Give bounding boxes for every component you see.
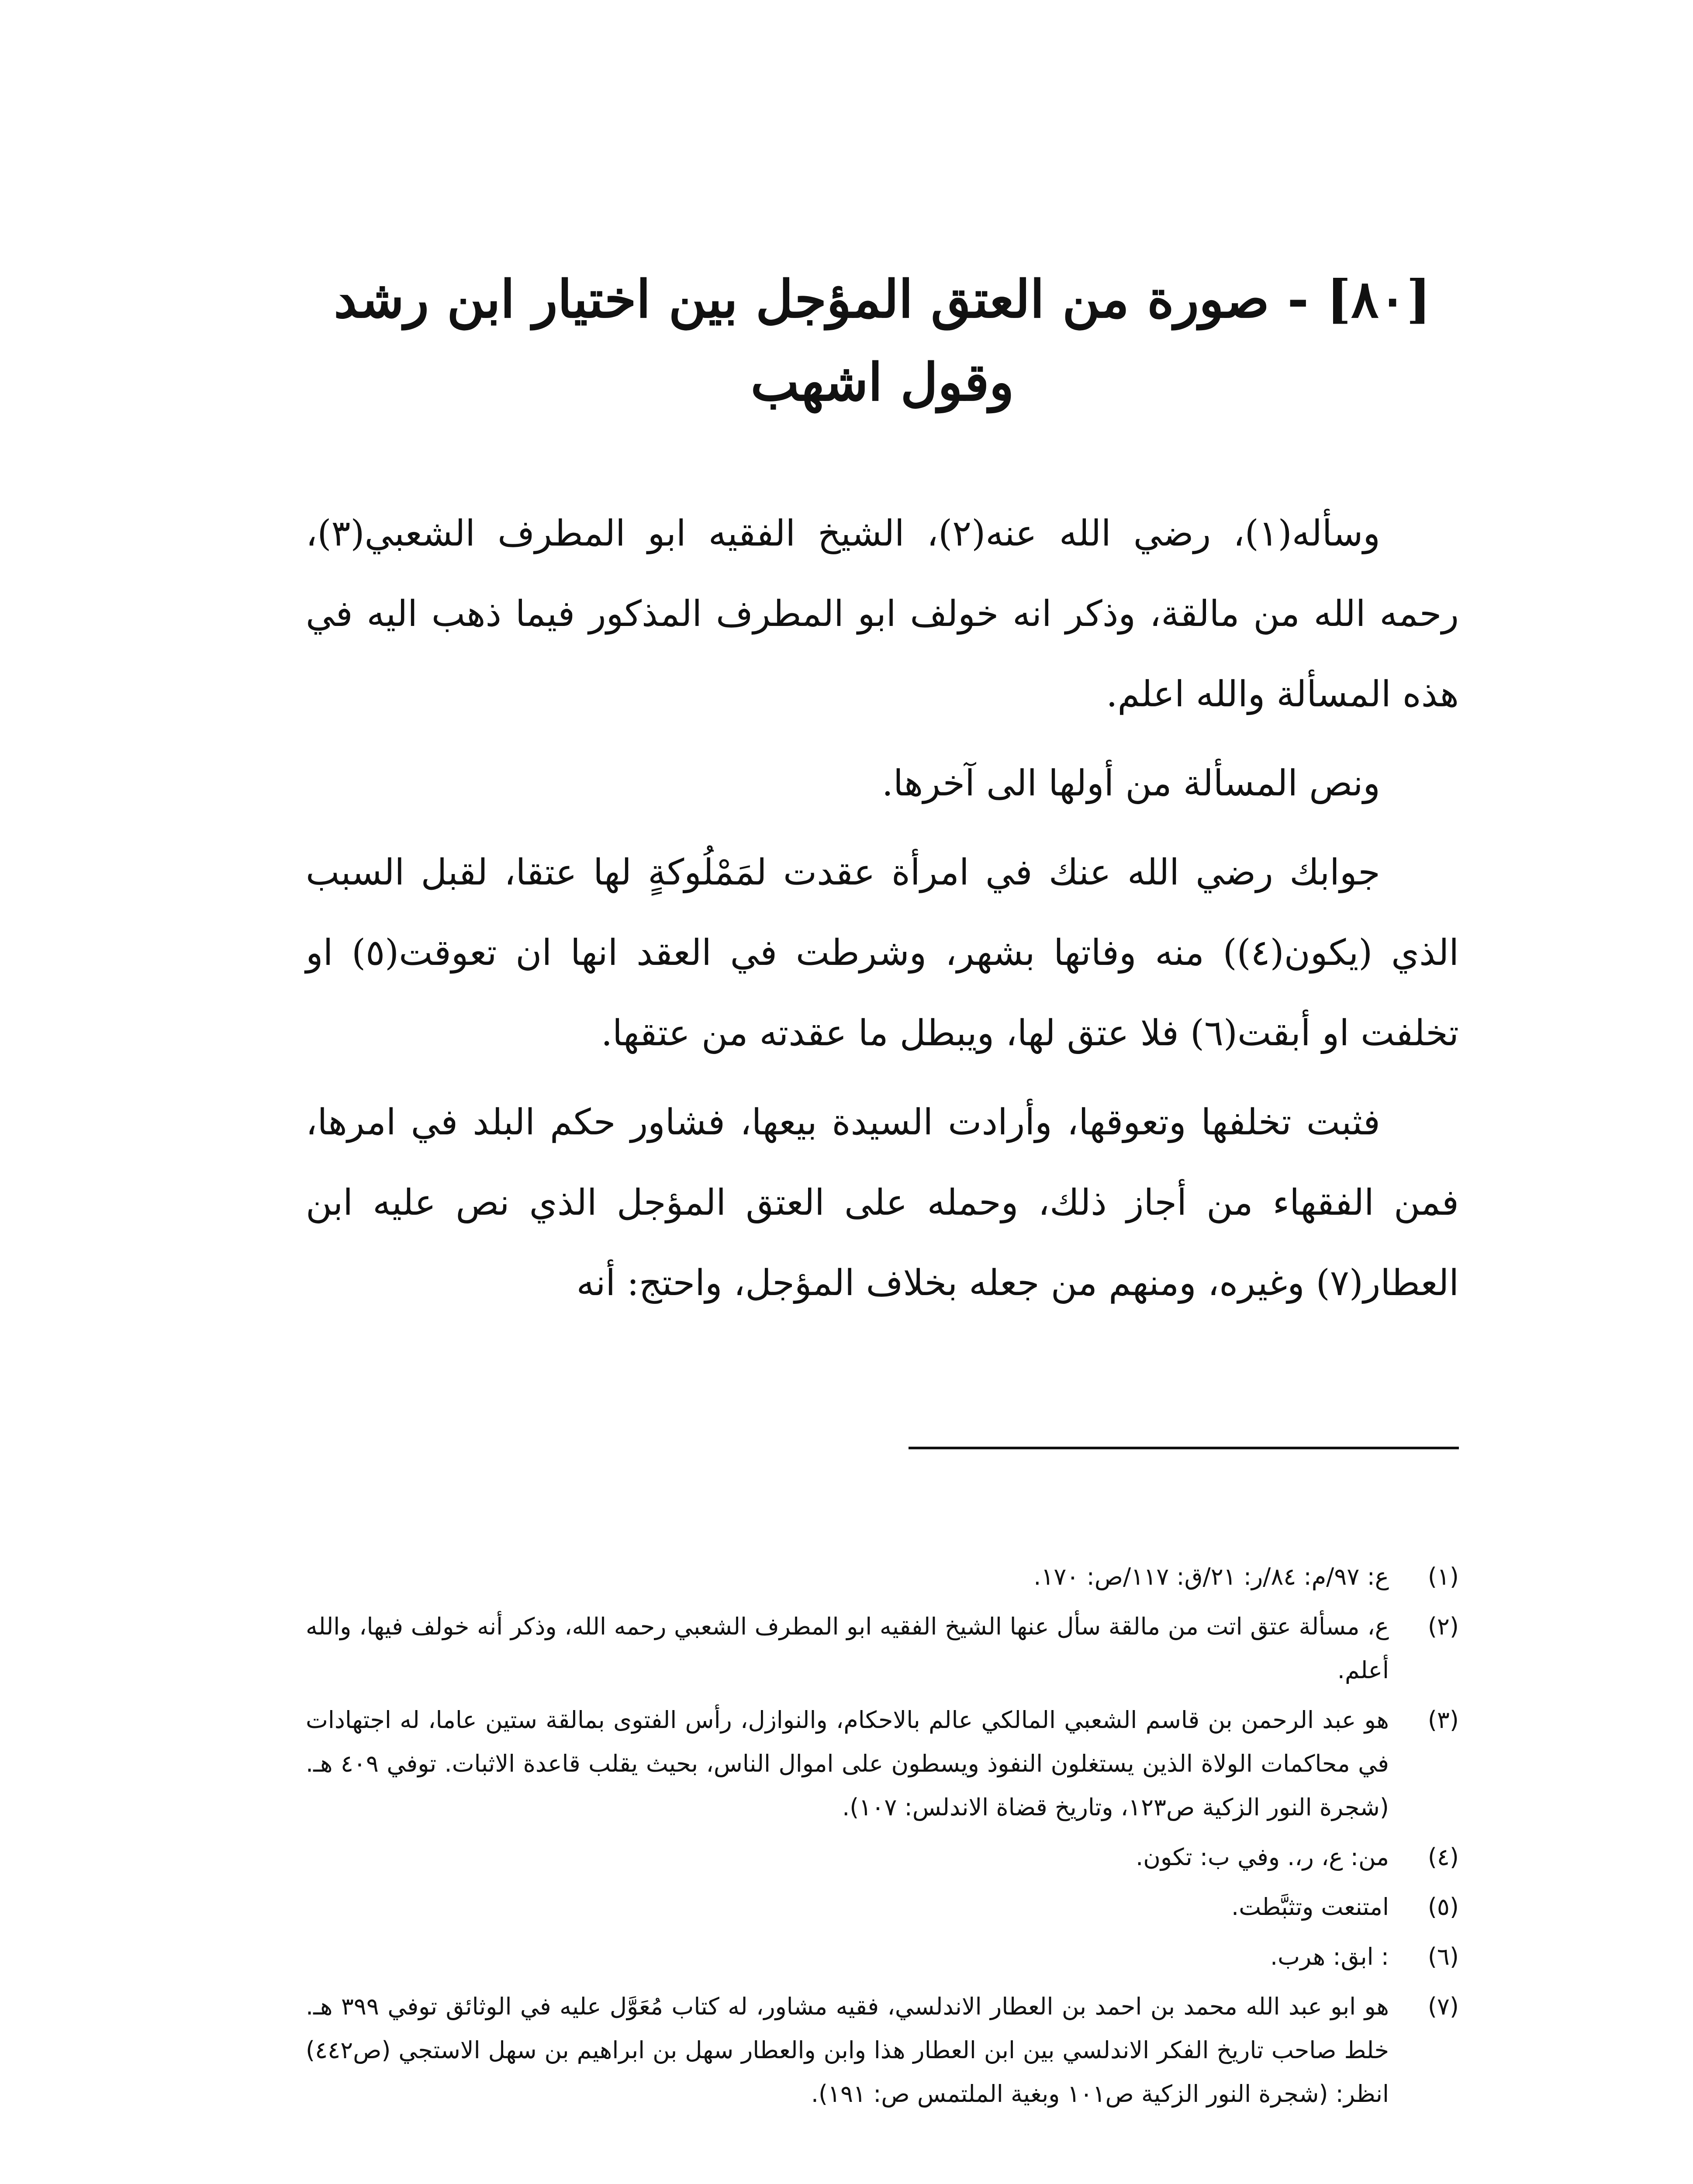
paragraph: ونص المسألة من أولها الى آخرها. (881, 763, 1380, 804)
section-title-line-2: وقول اشهب (750, 352, 1014, 412)
paragraph: جوابك رضي الله عنك في امرأة عقدت لمَمْلُوكةٍ لها عتقا، لقبل السبب الذي (يكون(٤)) منه وفاتها بشهر، وشرطت في العقد انها ان تعوقت(٥) او تخلفت او أبقت(٦) فلا عتق لها، ويبطل ما عقدته من عتقها. (306, 852, 1459, 1054)
footnote-text: هو عبد الرحمن بن قاسم الشعبي المالكي عالم بالاحكام، والنوازل، رأس الفتوى بمالقة ستين عاما، له اجتهادات في محاكمات الولاة الذين يستغلون النفوذ ويسطون على اموال الناس، بحيث يقلب قاعدة الاثبات. توفي ٤٠٩ هـ.(شجرة النور الزكية ص١٢٣، وتاريخ قضاة الاندلس: ١٠٧). (306, 1706, 1389, 1821)
footnote-item (306, 1985, 1459, 2116)
footnote-text: ع، مسألة عتق اتت من مالقة سأل عنها الشيخ الفقيه ابو المطرف الشعبي رحمه الله، وذكر أنه خولف فيها، والله أعلم. (306, 1613, 1389, 1684)
footnote-text: هو ابو عبد الله محمد بن احمد بن العطار الاندلسي، فقيه مشاور، له كتاب مُعَوَّل عليه في الوثائق توفي ٣٩٩ هـ. خلط صاحب تاريخ الفكر الاندلسي بين ابن العطار هذا وابن والعطار سهل بن ابراهيم بن سهل الاستجي (ص٤٤٢) انظر: (شجرة النور الزكية ص١٠١ وبغية الملتمس ص: ١٩١). (306, 1993, 1389, 2108)
footnote-item (306, 1698, 1459, 1829)
paragraph: فثبت تخلفها وتعوقها، وأرادت السيدة بيعها، فشاور حكم البلد في امرها، فمن الفقهاء من أجاز ذلك، وحمله على العتق المؤجل الذي نص عليه ابن العطار(٧) وغيره، ومنهم من جعله بخلاف المؤجل، واحتج: أنه (306, 1102, 1459, 1304)
footnote-text: من: ع، ر،. وفي ب: تكون. (1136, 1843, 1389, 1871)
section-title (306, 258, 1459, 424)
section-title-line-1: [٨٠] - صورة من العتق المؤجل بين اختيار ابن رشد (334, 269, 1431, 329)
footnote-text: ع: ٩٧/م: ٨٤/ر: ٢١/ق: ١١٧/ص: ١٧٠. (1033, 1563, 1389, 1590)
footnote-separator (909, 1447, 1459, 1449)
footnote-item (306, 1835, 1459, 1879)
footnote-number: (٥) (1427, 1893, 1459, 1921)
footnote-item (306, 1885, 1459, 1929)
paragraph: وسأله(١)، رضي الله عنه(٢)، الشيخ الفقيه ابو المطرف الشعبي(٣)، رحمه الله من مالقة، وذكر انه خولف ابو المطرف المذكور فيما ذهب اليه في هذه المسألة والله اعلم. (306, 513, 1459, 715)
footnote-number: (٧) (1427, 1993, 1459, 2020)
footnote-text: امتنعت وتثبَّطت. (1231, 1893, 1389, 1921)
footnote-text: : ابق: هرب. (1270, 1943, 1389, 1970)
footnotes (306, 1555, 1459, 2122)
footnote-number: (٤) (1427, 1843, 1459, 1871)
footnote-item (306, 1935, 1459, 1979)
footnote-number: (٣) (1427, 1706, 1459, 1734)
footnote-item (306, 1605, 1459, 1692)
footnote-number: (٦) (1427, 1943, 1459, 1970)
footnote-number: (١) (1427, 1563, 1459, 1590)
footnote-number: (٢) (1427, 1613, 1459, 1640)
footnote-item (306, 1555, 1459, 1599)
body-text (306, 494, 1459, 1324)
